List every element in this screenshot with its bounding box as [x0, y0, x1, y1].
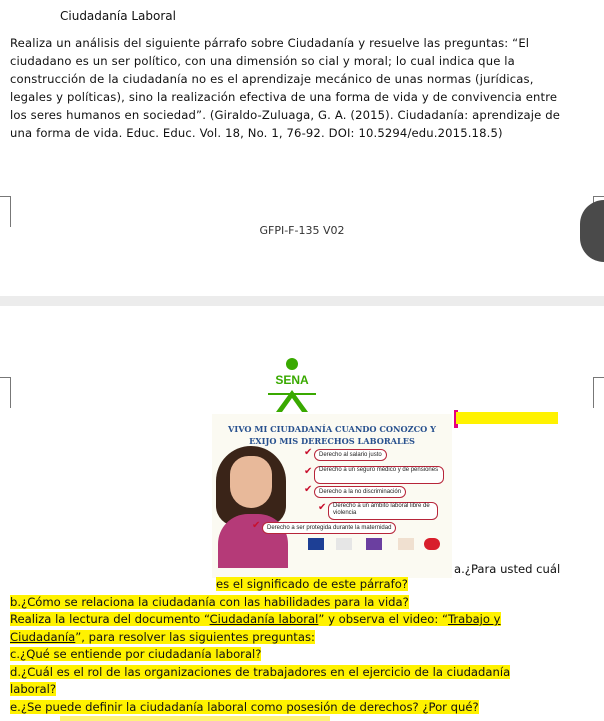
right-item: Derecho al salario justo	[314, 449, 387, 461]
form-code: GFPI-F-135 V02	[259, 224, 345, 237]
instruction-text: Realiza la lectura del documento “Ciudadanía laboral” y observa el video: “Trabajo y	[10, 612, 501, 626]
sponsor-logo	[336, 538, 352, 550]
page-corner-mark	[0, 377, 11, 408]
check-icon: ✔	[304, 447, 313, 458]
paragraph-line: construcción de la ciudadanía no es el aprendizaje mecánico de unas normas (jurídicas,	[10, 72, 534, 86]
right-item: Derecho a un seguro médico y de pensiones	[314, 466, 444, 484]
check-icon: ✔	[304, 466, 313, 477]
paragraph-line: ciudadano es un ser político, con una dimensión so cial y moral; lo cual indica que la	[10, 54, 515, 68]
sponsor-logos	[302, 538, 442, 552]
sponsor-logo	[366, 538, 382, 550]
logo-text: SENA	[275, 373, 309, 387]
question-d: d.¿Cuál es el rol de las organizaciones de trabajadores en el ejercicio de la ciudadanía	[10, 664, 511, 679]
eu-flag-icon	[308, 538, 324, 550]
document-title: Ciudadanía Laboral	[60, 9, 176, 23]
question-d-cont: laboral?	[10, 682, 57, 696]
page-corner-mark	[0, 196, 11, 227]
video-link-cont[interactable]: Ciudadanía	[10, 629, 76, 644]
quoted-paragraph	[10, 34, 598, 142]
paragraph-line: una forma de vida. Educ. Educ. Vol. 18, No. 1, 76-92. DOI: 10.5294/edu.2015.18.5)	[10, 126, 503, 140]
check-icon: ✔	[304, 484, 313, 495]
sponsor-logo	[424, 538, 440, 550]
question-a-start: a.¿Para usted cuál	[454, 562, 561, 576]
question-c: c.¿Qué se entiende por ciudadanía laboral?	[10, 647, 262, 661]
paragraph-line: legales y políticas), sino la realización efectiva de una forma de vida y de convivencia entre	[10, 90, 558, 104]
right-item: Derecho a la no discriminación	[314, 486, 406, 498]
highlight-bar	[60, 716, 330, 721]
right-item: Derecho a ser protegida durante la maternidad	[262, 522, 396, 534]
question-e: e.¿Se puede definir la ciudadanía laboral como posesión de derechos? ¿Por qué?	[10, 699, 479, 714]
check-icon: ✔	[318, 502, 327, 513]
highlight-bar	[456, 412, 558, 424]
page-separator	[0, 296, 604, 306]
video-link[interactable]: Trabajo y	[447, 612, 501, 626]
check-icon: ✔	[252, 520, 261, 531]
rights-poster-image	[212, 414, 452, 578]
paragraph-line: Realiza un análisis del siguiente párrafo sobre Ciudadanía y resuelve las preguntas: “El	[10, 36, 530, 50]
question-b: b.¿Cómo se relaciona la ciudadanía con las habilidades para la vida?	[10, 594, 409, 609]
right-item: Derecho a un ámbito laboral libre de violencia	[328, 502, 438, 520]
questions-block: es el significado de este párrafo? b.¿Cómo se relaciona la ciudadanía con las habilidades para la vida? Realiza la lectura del documento “Ciudadanía laboral” y observa el video: “Trabajo y Ciudadanía”, para resolver las siguientes preguntas: c.¿Qué se entiende por ciudadanía laboral? d.¿Cuál es el rol de las organizaciones de trabajadores en el ejercicio de la ciudadanía laboral? e.¿Se puede definir la ciudadanía laboral como posesión de derechos? ¿Por qué?	[10, 577, 511, 714]
poster-title: VIVO MI CIUDADANÍA CUANDO CONOZCO Y EXIJO MIS DERECHOS LABORALES	[228, 424, 436, 446]
question-a-end: es el significado de este párrafo?	[216, 577, 408, 591]
document-link[interactable]: Ciudadanía laboral	[209, 612, 319, 626]
paragraph-line: los seres humanos en sociedad”. (Giraldo-Zuluaga, G. A. (2015). Ciudadanía: aprendizaje de	[10, 108, 561, 122]
page-corner-mark	[593, 377, 604, 408]
sponsor-logo	[398, 538, 414, 550]
woman-face	[230, 456, 272, 508]
sena-logo	[262, 356, 322, 414]
